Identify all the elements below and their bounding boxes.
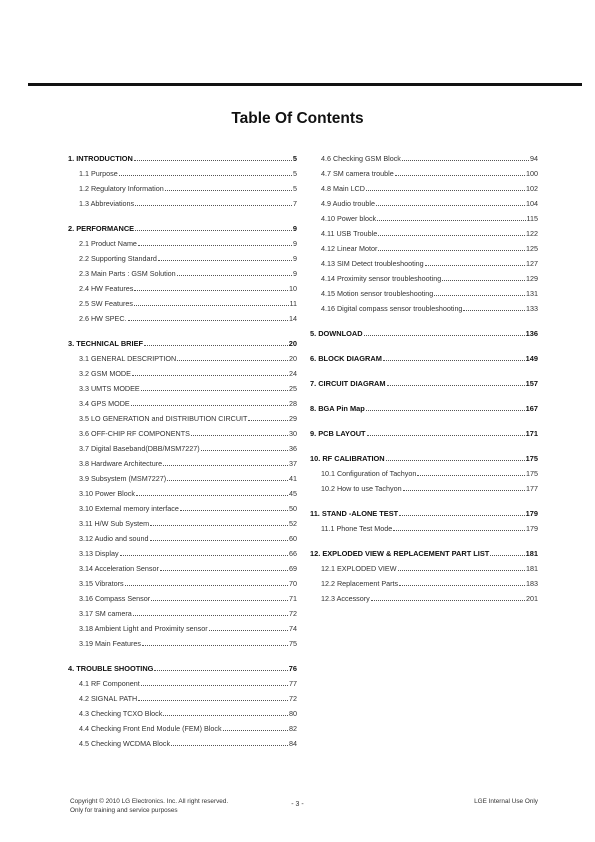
toc-entry-label: 12.2 Replacement Parts (321, 579, 399, 588)
dot-leader (223, 730, 288, 731)
toc-section-entry[interactable] (310, 543, 538, 558)
toc-subsection-entry[interactable] (310, 223, 538, 238)
footer-copyright: Copyright © 2010 LG Electronics. Inc. All right reserved. (70, 798, 229, 805)
toc-entry-label: 2. PERFORMANCE (68, 224, 135, 233)
toc-entry-label: 3.10 External memory interface (79, 504, 179, 513)
toc-section-entry[interactable] (68, 218, 297, 233)
toc-entry-page: 14 (289, 314, 297, 323)
dot-leader (135, 230, 292, 231)
toc-entry-page: 37 (289, 459, 297, 468)
dot-leader (383, 360, 525, 361)
toc-section-entry[interactable] (68, 148, 297, 163)
toc-entry-page: 175 (526, 469, 538, 478)
toc-entry-label: 3.12 Audio and sound (79, 534, 149, 543)
toc-entry-label: 3. TECHNICAL BRIEF (68, 339, 144, 348)
toc-subsection-entry[interactable] (68, 193, 297, 208)
dot-leader (490, 555, 524, 556)
toc-entry-label: 2.2 Supporting Standard (79, 254, 157, 263)
toc-entry-label: 4.4 Checking Front End Module (FEM) Block (79, 724, 222, 733)
toc-subsection-entry[interactable] (68, 278, 297, 293)
toc-subsection-entry[interactable] (68, 513, 297, 528)
toc-entry-page: 76 (288, 664, 297, 673)
toc-subsection-entry[interactable] (68, 293, 297, 308)
dot-leader (177, 275, 292, 276)
toc-entry-page: 122 (526, 229, 538, 238)
dot-leader (371, 600, 525, 601)
toc-entry-page: 179 (525, 509, 538, 518)
toc-entry-label: 4.8 Main LCD (321, 184, 365, 193)
dot-leader (138, 245, 292, 246)
dot-leader (154, 670, 287, 671)
dot-leader (160, 570, 288, 571)
toc-entry-label: 2.5 SW Features (79, 299, 133, 308)
toc-entry-page: 20 (289, 354, 297, 363)
toc-entry-page: 60 (289, 534, 297, 543)
toc-subsection-entry[interactable] (68, 588, 297, 603)
toc-section-entry[interactable] (68, 333, 297, 348)
toc-entry-label: 4. TROUBLE SHOOTING (68, 664, 154, 673)
toc-entry-label: 3.6 OFF-CHIP RF COMPONENTS (79, 429, 190, 438)
toc-subsection-entry[interactable] (68, 423, 297, 438)
dot-leader (132, 375, 288, 376)
section-gap (310, 313, 538, 323)
dot-leader (128, 320, 288, 321)
toc-entry-label: 1.2 Regulatory Information (79, 184, 164, 193)
dot-leader (120, 555, 288, 556)
toc-entry-label: 3.8 Hardware Architecture (79, 459, 163, 468)
toc-entry-page: 20 (288, 339, 297, 348)
toc-entry-page: 181 (526, 564, 538, 573)
dot-leader (463, 310, 525, 311)
toc-entry-label: 3.4 GPS MODE (79, 399, 130, 408)
toc-entry-page: 127 (526, 259, 538, 268)
toc-entry-page: 129 (526, 274, 538, 283)
toc-entry-label: 2.4 HW Features (79, 284, 134, 293)
toc-entry-label: 4.15 Motion sensor troubleshooting (321, 289, 434, 298)
toc-entry-page: 45 (289, 489, 297, 498)
toc-entry-label: 3.1 GENERAL DESCRIPTION (79, 354, 177, 363)
dot-leader (386, 460, 525, 461)
toc-subsection-entry[interactable] (310, 588, 538, 603)
toc-entry-page: 10 (289, 284, 297, 293)
dot-leader (366, 190, 525, 191)
toc-entry-label: 2.3 Main Parts : GSM Solution (79, 269, 176, 278)
toc-entry-page: 5 (293, 184, 297, 193)
toc-entry-page: 7 (293, 199, 297, 208)
toc-entry-label: 4.12 Linear Motor (321, 244, 378, 253)
dot-leader (163, 465, 288, 466)
toc-subsection-entry[interactable] (68, 633, 297, 648)
toc-entry-page: 70 (289, 579, 297, 588)
dot-leader (442, 280, 525, 281)
toc-section-entry[interactable] (310, 503, 538, 518)
footer-classification: LGE Internal Use Only (474, 798, 538, 805)
toc-subsection-entry[interactable] (68, 718, 297, 733)
toc-section-entry[interactable] (310, 348, 538, 363)
toc-entry-page: 52 (289, 519, 297, 528)
dot-leader (248, 420, 288, 421)
toc-entry-label: 6. BLOCK DIAGRAM (310, 354, 382, 363)
toc-subsection-entry[interactable] (68, 703, 297, 718)
toc-entry-page: 149 (525, 354, 538, 363)
section-gap (68, 323, 297, 333)
toc-entry-label: 4.13 SIM Detect troubleshooting (321, 259, 424, 268)
toc-subsection-entry[interactable] (310, 268, 538, 283)
toc-subsection-entry[interactable] (68, 378, 297, 393)
toc-entry-page: 133 (526, 304, 538, 313)
toc-subsection-entry[interactable] (68, 233, 297, 248)
dot-leader (395, 175, 525, 176)
toc-entry-label: 9. PCB LAYOUT (310, 429, 366, 438)
toc-entry-page: 29 (289, 414, 297, 423)
toc-subsection-entry[interactable] (310, 148, 538, 163)
toc-entry-page: 136 (525, 329, 538, 338)
toc-subsection-entry[interactable] (310, 283, 538, 298)
toc-entry-page: 28 (289, 399, 297, 408)
toc-entry-label: 1.3 Abbreviations (79, 199, 135, 208)
toc-entry-label: 12.3 Accessory (321, 594, 370, 603)
toc-entry-page: 5 (293, 169, 297, 178)
toc-entry-label: 4.7 SM camera trouble (321, 169, 394, 178)
toc-subsection-entry[interactable] (68, 733, 297, 748)
toc-subsection-entry[interactable] (68, 688, 297, 703)
toc-subsection-entry[interactable] (310, 478, 538, 493)
toc-subsection-entry[interactable] (310, 573, 538, 588)
dot-leader (134, 290, 288, 291)
toc-entry-label: 4.10 Power block (321, 214, 377, 223)
toc-entry-page: 9 (293, 269, 297, 278)
toc-entry-label: 1. INTRODUCTION (68, 154, 133, 163)
dot-leader (434, 295, 525, 296)
toc-entry-label: 4.3 Checking TCXO Block (79, 709, 163, 718)
section-gap (310, 413, 538, 423)
toc-subsection-entry[interactable] (310, 558, 538, 573)
toc-entry-page: 50 (289, 504, 297, 513)
dot-leader (201, 450, 288, 451)
toc-entry-label: 3.15 Vibrators (79, 579, 124, 588)
toc-entry-page: 84 (289, 739, 297, 748)
toc-entry-page: 41 (289, 474, 297, 483)
toc-entry-label: 10. RF CALIBRATION (310, 454, 385, 463)
toc-entry-page: 100 (526, 169, 538, 178)
toc-entry-label: 4.9 Audio trouble (321, 199, 375, 208)
dot-leader (191, 435, 288, 436)
footer-page-number: - 3 - (291, 801, 304, 808)
toc-subsection-entry[interactable] (68, 263, 297, 278)
toc-entry-page: 77 (289, 679, 297, 688)
toc-entry-page: 69 (289, 564, 297, 573)
dot-leader (150, 540, 288, 541)
toc-entry-page: 167 (525, 404, 538, 413)
toc-subsection-entry[interactable] (68, 673, 297, 688)
toc-entry-label: 11. STAND -ALONE TEST (310, 509, 399, 518)
toc-subsection-entry[interactable] (68, 393, 297, 408)
toc-entry-label: 3.13 Display (79, 549, 119, 558)
section-gap (310, 493, 538, 503)
dot-leader (119, 175, 292, 176)
section-gap (310, 363, 538, 373)
toc-entry-page: 102 (526, 184, 538, 193)
dot-leader (134, 160, 292, 161)
dot-leader (378, 235, 525, 236)
toc-entry-page: 36 (289, 444, 297, 453)
dot-leader (403, 490, 525, 491)
dot-leader (165, 190, 292, 191)
toc-entry-label: 3.17 SM camera (79, 609, 132, 618)
dot-leader (364, 335, 525, 336)
toc-section-entry[interactable] (310, 448, 538, 463)
toc-entry-label: 4.5 Checking WCDMA Block (79, 739, 171, 748)
toc-entry-page: 72 (289, 694, 297, 703)
toc-entry-page: 175 (525, 454, 538, 463)
dot-leader (138, 700, 288, 701)
toc-subsection-entry[interactable] (68, 483, 297, 498)
toc-entry-page: 11 (289, 299, 297, 308)
dot-leader (142, 645, 288, 646)
toc-subsection-entry[interactable] (68, 408, 297, 423)
toc-entry-label: 3.5 LO GENERATION and DISTRIBUTION CIRCUIT (79, 414, 248, 423)
toc-section-entry[interactable] (68, 658, 297, 673)
toc-entry-page: 157 (525, 379, 538, 388)
dot-leader (378, 250, 525, 251)
toc-subsection-entry[interactable] (68, 573, 297, 588)
section-gap (310, 388, 538, 398)
toc-subsection-entry[interactable] (68, 453, 297, 468)
toc-entry-label: 4.14 Proximity sensor troubleshooting (321, 274, 442, 283)
toc-entry-label: 4.1 RF Component (79, 679, 140, 688)
dot-leader (177, 360, 288, 361)
toc-subsection-entry[interactable] (68, 308, 297, 323)
toc-entry-label: 3.16 Compass Sensor (79, 594, 151, 603)
toc-subsection-entry[interactable] (310, 238, 538, 253)
dot-leader (141, 390, 288, 391)
dot-leader (163, 715, 288, 716)
toc-entry-page: 201 (526, 594, 538, 603)
toc-subsection-entry[interactable] (68, 363, 297, 378)
dot-leader (180, 510, 288, 511)
toc-entry-page: 131 (526, 289, 538, 298)
toc-subsection-entry[interactable] (68, 618, 297, 633)
toc-entry-page: 72 (289, 609, 297, 618)
toc-subsection-entry[interactable] (310, 518, 538, 533)
dot-leader (151, 600, 288, 601)
dot-leader (133, 615, 288, 616)
toc-subsection-entry[interactable] (310, 193, 538, 208)
dot-leader (134, 305, 289, 306)
toc-subsection-entry[interactable] (68, 543, 297, 558)
toc-entry-page: 9 (292, 224, 297, 233)
toc-entry-page: 104 (526, 199, 538, 208)
toc-subsection-entry[interactable] (68, 603, 297, 618)
dot-leader (417, 475, 525, 476)
toc-section-entry[interactable] (310, 398, 538, 413)
toc-entry-label: 4.6 Checking GSM Block (321, 154, 401, 163)
dot-leader (125, 585, 288, 586)
toc-entry-page: 183 (526, 579, 538, 588)
toc-entry-label: 4.11 USB Trouble (321, 229, 378, 238)
page-title: Table Of Contents (231, 110, 364, 127)
dot-leader (377, 220, 525, 221)
toc-entry-page: 177 (526, 484, 538, 493)
toc-entry-label: 12. EXPLODED VIEW & REPLACEMENT PART LIST (310, 549, 490, 558)
toc-entry-page: 25 (289, 384, 297, 393)
dot-leader (425, 265, 525, 266)
section-gap (310, 533, 538, 543)
dot-leader (402, 160, 529, 161)
toc-entry-label: 12.1 EXPLODED VIEW (321, 564, 397, 573)
toc-entry-page: 74 (289, 624, 297, 633)
toc-right-column (310, 148, 538, 603)
toc-entry-page: 9 (293, 239, 297, 248)
toc-subsection-entry[interactable] (68, 528, 297, 543)
toc-entry-page: 171 (525, 429, 538, 438)
toc-entry-label: 7. CIRCUIT DIAGRAM (310, 379, 386, 388)
toc-entry-label: 3.10 Power Block (79, 489, 135, 498)
dot-leader (141, 685, 288, 686)
toc-entry-page: 71 (289, 594, 297, 603)
dot-leader (131, 405, 288, 406)
dot-leader (209, 630, 288, 631)
toc-entry-page: 24 (289, 369, 297, 378)
section-gap (68, 208, 297, 218)
toc-entry-label: 3.11 H/W Sub System (79, 519, 150, 528)
toc-entry-page: 94 (530, 154, 538, 163)
toc-entry-label: 3.9 Subsystem (MSM7227) (79, 474, 167, 483)
toc-entry-label: 5. DOWNLOAD (310, 329, 363, 338)
toc-subsection-entry[interactable] (68, 248, 297, 263)
toc-subsection-entry[interactable] (68, 498, 297, 513)
dot-leader (399, 585, 525, 586)
toc-entry-label: 3.3 UMTS MODEE (79, 384, 140, 393)
toc-subsection-entry[interactable] (310, 178, 538, 193)
footer-usage: Only for training and service purposes (70, 807, 178, 814)
toc-entry-page: 80 (289, 709, 297, 718)
toc-entry-label: 11.1 Phone Test Mode (321, 524, 393, 533)
toc-subsection-entry[interactable] (68, 558, 297, 573)
dot-leader (167, 480, 288, 481)
toc-entry-label: 10.2 How to use Tachyon (321, 484, 402, 493)
toc-entry-page: 181 (525, 549, 538, 558)
dot-leader (171, 745, 288, 746)
header-rule (28, 83, 582, 86)
toc-entry-page: 115 (526, 214, 538, 223)
toc-entry-label: 1.1 Purpose (79, 169, 118, 178)
toc-subsection-entry[interactable] (68, 468, 297, 483)
dot-leader (136, 495, 288, 496)
toc-section-entry[interactable] (310, 373, 538, 388)
dot-leader (158, 260, 292, 261)
toc-entry-label: 3.2 GSM MODE (79, 369, 131, 378)
toc-subsection-entry[interactable] (310, 298, 538, 313)
section-gap (310, 438, 538, 448)
toc-entry-page: 82 (289, 724, 297, 733)
dot-leader (376, 205, 525, 206)
dot-leader (399, 515, 525, 516)
toc-entry-page: 125 (526, 244, 538, 253)
dot-leader (135, 205, 292, 206)
toc-entry-label: 3.14 Acceleration Sensor (79, 564, 159, 573)
toc-subsection-entry[interactable] (68, 438, 297, 453)
toc-entry-label: 3.18 Ambient Light and Proximity sensor (79, 624, 208, 633)
toc-subsection-entry[interactable] (68, 163, 297, 178)
toc-entry-page: 66 (289, 549, 297, 558)
toc-subsection-entry[interactable] (310, 253, 538, 268)
toc-entry-label: 2.1 Product Name (79, 239, 137, 248)
toc-entry-page: 9 (293, 254, 297, 263)
dot-leader (150, 525, 288, 526)
toc-subsection-entry[interactable] (310, 163, 538, 178)
section-gap (68, 648, 297, 658)
dot-leader (387, 385, 525, 386)
dot-leader (398, 570, 526, 571)
toc-left-column (68, 148, 297, 748)
toc-subsection-entry[interactable] (68, 348, 297, 363)
toc-section-entry[interactable] (310, 323, 538, 338)
dot-leader (393, 530, 525, 531)
toc-entry-label: 8. BGA Pin Map (310, 404, 365, 413)
toc-entry-page: 30 (289, 429, 297, 438)
toc-entry-page: 75 (289, 639, 297, 648)
section-gap (310, 338, 538, 348)
toc-section-entry[interactable] (310, 423, 538, 438)
toc-entry-label: 2.6 HW SPEC. (79, 314, 127, 323)
dot-leader (367, 435, 525, 436)
toc-entry-label: 3.19 Main Features (79, 639, 141, 648)
dot-leader (366, 410, 525, 411)
toc-entry-label: 4.2 SIGNAL PATH (79, 694, 138, 703)
toc-subsection-entry[interactable] (310, 208, 538, 223)
toc-entry-page: 179 (526, 524, 538, 533)
dot-leader (144, 345, 288, 346)
toc-entry-label: 10.1 Configuration of Tachyon (321, 469, 417, 478)
toc-entry-label: 4.16 Digital compass sensor troubleshooting (321, 304, 463, 313)
toc-entry-page: 5 (292, 154, 297, 163)
toc-entry-label: 3.7 Digital Baseband(DBB/MSM7227) (79, 444, 200, 453)
toc-subsection-entry[interactable] (68, 178, 297, 193)
toc-subsection-entry[interactable] (310, 463, 538, 478)
